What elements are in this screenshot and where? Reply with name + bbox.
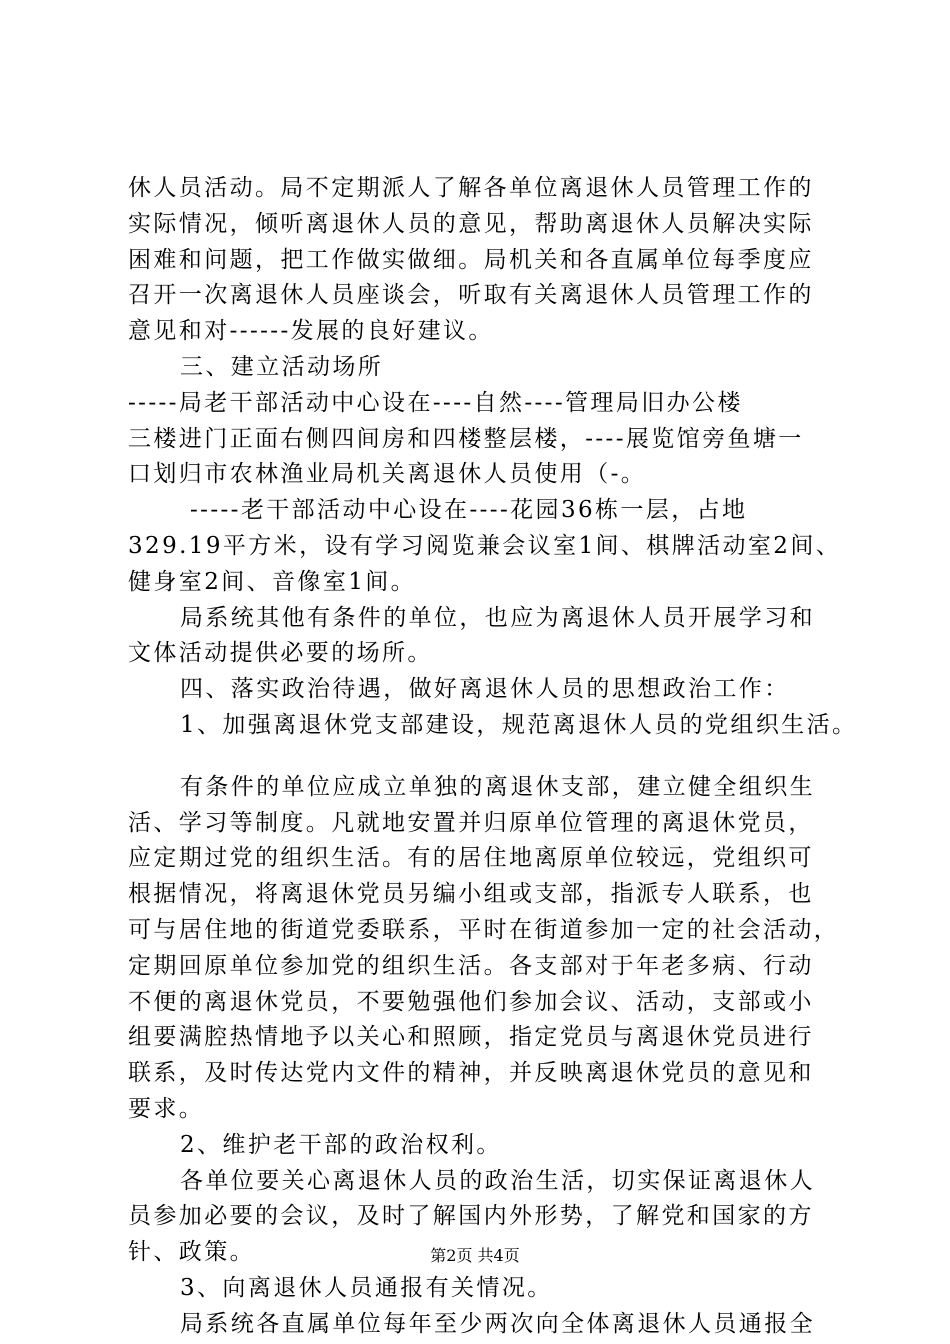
body-line: 要求。 — [128, 1095, 205, 1122]
body-line: 文体活动提供必要的场所。 — [128, 640, 433, 667]
body-line: 可与居住地的街道党委联系，平时在街道参加一定的社会活动， — [128, 916, 840, 943]
body-line: 口划归市农林渔业局机关离退休人员使用（-。 — [128, 461, 647, 488]
body-line: 休人员活动。局不定期派人了解各单位离退休人员管理工作的 — [128, 175, 814, 201]
body-line: 活、学习等制度。凡就地安置并归原单位管理的离退休党员， — [128, 809, 814, 836]
subsection-heading: 3、向离退休人员通报有关情况。 — [180, 1274, 553, 1301]
body-line: 定期回原单位参加党的组织生活。各支部对于年老多病、行动 — [128, 952, 814, 979]
body-line: 召开一次离退休人员座谈会，听取有关离退休人员管理工作的 — [128, 282, 814, 309]
body-line: 员参加必要的会议，及时了解国内外形势，了解党和国家的方 — [128, 1203, 814, 1230]
body-line: 组要满腔热情地予以关心和照顾，指定党员与离退休党员进行 — [128, 1024, 814, 1051]
page-number-footer: 第2页 共4页 — [430, 1246, 520, 1265]
body-line: 局系统其他有条件的单位，也应为离退休人员开展学习和 — [180, 604, 815, 631]
body-line: 329.19平方米，设有学习阅览兼会议室1间、棋牌活动室2间、 — [128, 532, 842, 559]
section-heading: 四、落实政治待遇，做好离退休人员的思想政治工作： — [180, 676, 790, 703]
body-line: 健身室2间、音像室1间。 — [128, 568, 417, 595]
body-line: 针、政策。 — [128, 1239, 255, 1266]
body-line: -----局老干部活动中心设在----自然----管理局旧办公楼 — [128, 389, 743, 416]
body-line: 联系，及时传达党内文件的精神，并反映离退休党员的意见和 — [128, 1060, 814, 1087]
section-heading: 三、建立活动场所 — [180, 353, 384, 380]
subsection-heading: 1、加强离退休党支部建设，规范离退休人员的党组织生活。 — [180, 711, 858, 738]
body-line: 三楼进门正面右侧四间房和四楼整层楼，----展览馆旁鱼塘一 — [128, 425, 804, 452]
body-line: 不便的离退休党员，不要勉强他们参加会议、活动，支部或小 — [128, 988, 814, 1015]
paragraph-gap — [128, 744, 848, 770]
body-line: 有条件的单位应成立单独的离退休支部，建立健全组织生 — [180, 773, 815, 800]
body-line: 意见和对------发展的良好建议。 — [128, 318, 494, 345]
body-line: 应定期过党的组织生活。有的居住地离原单位较远，党组织可 — [128, 845, 814, 872]
body-line: 困难和问题，把工作做实做细。局机关和各直属单位每季度应 — [128, 246, 814, 273]
body-line: 各单位要关心离退休人员的政治生活，切实保证离退休人 — [180, 1167, 815, 1194]
body-line: -----老干部活动中心设在----花园36栋一层，占地 — [190, 497, 748, 524]
body-line: 局系统各直属单位每年至少两次向全体离退休人员通报全 — [180, 1310, 815, 1337]
body-line: 实际情况，倾听离退休人员的意见，帮助离退休人员解决实际 — [128, 210, 814, 237]
subsection-heading: 2、维护老干部的政治权利。 — [180, 1131, 502, 1158]
body-line: 根据情况，将离退休党员另编小组或支部，指派专人联系，也 — [128, 881, 814, 908]
document-body — [128, 171, 858, 1343]
